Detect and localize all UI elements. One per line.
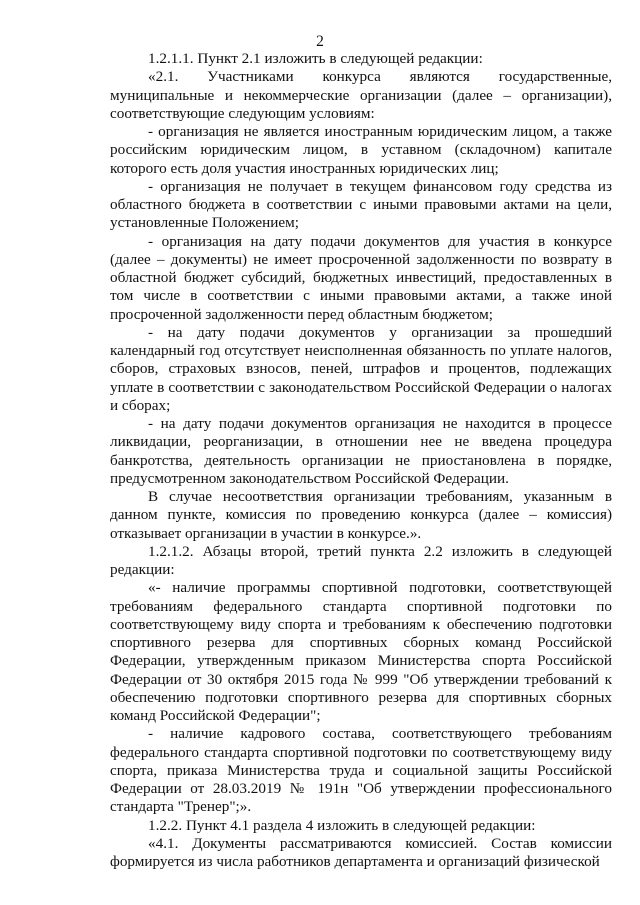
condition-not-liquidation: - на дату подачи документов организация не находится в процессе ликвидации, реорганизации, в отношении нее не введена процедура банкротства, деятельность организации не приостановлена в порядке, предусмотренном законодательством Российской Федерации. (110, 415, 612, 487)
document-body (110, 50, 612, 871)
condition-no-regional-funds: - организация не получает в текущем финансовом году средства из областного бюджета в соответствии с иными правовыми актами на цели, установленные Положением; (110, 177, 612, 232)
requirement-staff: - наличие кадрового состава, соответствующего требованиям федерального стандарта спортивной подготовки по соответствующему виду спорта, приказа Министерства труда и социальной защиты Российской Федерации от 28.03.2019 № 191н "Об утверждении профессионального стандарта "Тренер";». (110, 725, 612, 816)
condition-no-overdue-debt: - организация на дату подачи документов для участия в конкурсе (далее – документы) не имеет просроченной задолженности по возврату в областной бюджет субсидий, бюджетных инвестиций, предоставленных в том числе в соответствии с иными правовыми актами, а также иной просроченной задолженности перед областным бюджетом; (110, 232, 612, 323)
page-number: 2 (316, 33, 324, 50)
requirement-training-program: «- наличие программы спортивной подготовки, соответствующей требованиям федерального стандарта спортивной подготовки по соответствующему виду спорта и требованиям к обеспечению подготовки спортивного резерва для спортивных сборных команд Российской Федерации, утвержденным приказом Министерства спорта Российской Федерации от 30 октября 2015 года № 999 "Об утверждении требований к обеспечению подготовки спортивного резерва для спортивных сборных команд Российской Федерации"; (110, 579, 612, 724)
condition-not-foreign-entity: - организация не является иностранным юридическим лицом, а также российским юридическим лицом, в уставном (складочном) капитале которого есть доля участия иностранных юридических лиц; (110, 123, 612, 177)
paragraph-1-2-1-1-heading: 1.2.1.1. Пункт 2.1 изложить в следующей редакции: (148, 50, 483, 67)
paragraph-1-2-1-2-heading: 1.2.1.2. Абзацы второй, третий пункта 2.2 изложить в следующей редакции: (110, 542, 612, 578)
paragraph-noncompliance: В случае несоответствия организации требованиям, указанным в данном пункте, комиссия по проведению конкурса (далее – комиссия) отказывает организации в участии в конкурсе.». (110, 488, 612, 542)
paragraph-2-1-intro: «2.1. Участниками конкурса являются государственные, муниципальные и некоммерческие организации (далее – организации), соответствующие следующим условиям: (110, 68, 612, 122)
paragraph-4-1: «4.1. Документы рассматриваются комиссией. Состав комиссии формируется из числа работников департамента и организаций физической (110, 834, 612, 870)
condition-no-tax-arrears: - на дату подачи документов у организации за прошедший календарный год отсутствует неисполненная обязанность по уплате налогов, сборов, страховых взносов, пеней, штрафов и процентов, подлежащих уплате в соответствии с законодательством Российской Федерации о налогах и сборах; (110, 323, 612, 414)
paragraph-1-2-2-heading: 1.2.2. Пункт 4.1 раздела 4 изложить в следующей редакции: (148, 816, 536, 834)
